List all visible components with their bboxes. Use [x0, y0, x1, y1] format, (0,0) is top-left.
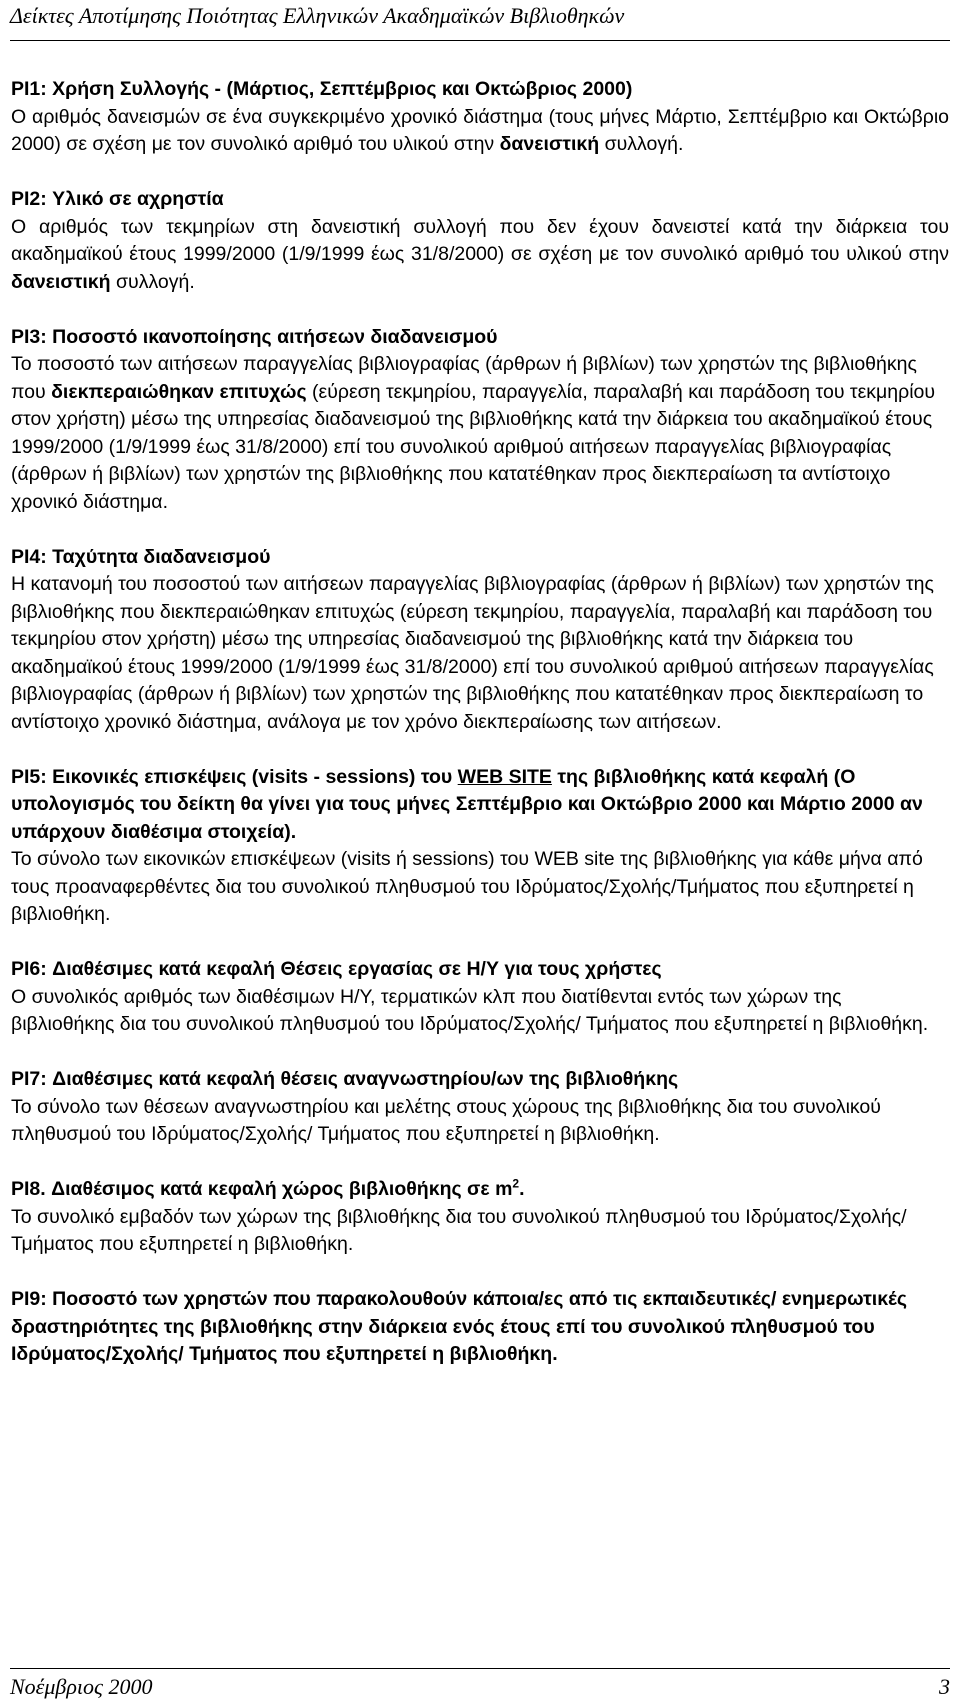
body-text-start: Ο αριθμός των τεκμηρίων στη δανειστική συλλογή που δεν έχουν δανειστεί κατά την διάρκεια του ακαδημαϊκού έτους 1999/2000 (1/9/1999 έως 31/8/2000) σε σχέση με τον συνολικό αριθμό του υλικού στην	[11, 215, 949, 265]
section-body: Το σύνολο των θέσεων αναγνωστηρίου και μελέτης στους χώρους της βιβλιοθήκης δια του συνολικού πληθυσμού του Ιδρύματος/Σχολής/ Τμήματος που εξυπηρετεί η βιβλιοθήκη.	[11, 1095, 881, 1145]
section-title: PI9: Ποσοστό των χρηστών που παρακολουθούν κάποια/ες από τις εκπαιδευτικές/ ενημερωτικές δραστηριότητες της βιβλιοθήκης στην διάρκεια ενός έτους επί του συνολικού πληθυσμού του Ιδρύματος/Σχολής/ Τμήματος που εξυπηρετεί η βιβλιοθήκη.	[11, 1288, 908, 1365]
header-rule	[10, 40, 950, 41]
title-text-start: PI5: Εικονικές επισκέψεις (visits - sessions) του	[11, 765, 458, 788]
section-pi9	[11, 1286, 949, 1369]
section-title	[11, 1176, 949, 1204]
section-body: Ο συνολικός αριθμός των διαθέσιμων Η/Υ, τερματικών κλπ που διατίθενται εντός των χώρων της βιβλιοθήκης δια του συνολικού πληθυσμού του Ιδρύματος/Σχολής/ Τμήματος που εξυπηρετεί η βιβλιοθήκη.	[11, 985, 929, 1035]
section-title: PI6: Διαθέσιμες κατά κεφαλή Θέσεις εργασίας σε Η/Υ για τους χρήστες	[11, 958, 662, 980]
section-title: PI4: Ταχύτητα διαδανεισμού	[11, 545, 271, 568]
section-pi6	[11, 956, 949, 1039]
body-text-end: συλλογή.	[599, 133, 684, 155]
page-number: 3	[939, 1674, 950, 1699]
section-body	[11, 351, 949, 516]
section-pi1	[11, 76, 949, 159]
section-pi8	[11, 1176, 949, 1259]
footer-rule	[10, 1668, 950, 1669]
body-text-start: Το ποσοστό των αιτήσεων παραγγελίας βιβλιογραφίας (άρθρων ή βιβλίων) των χρηστών της βιβλιοθήκης που	[11, 353, 917, 403]
section-body: Η κατανομή του ποσοστού των αιτήσεων παραγγελίας βιβλιογραφίας (άρθρων ή βιβλίων) των χρηστών της βιβλιοθήκης που διεκπεραιώθηκαν επιτυχώς (εύρεση τεκμηρίου, παραγγελία, παραλαβή και παράδοση του τεκμηρίου στον χρήστη) μέσω της υπηρεσίας διαδανεισμού της βιβλιοθήκης κατά την διάρκεια του ακαδημαϊκού έτους 1999/2000 (1/9/1999 έως 31/8/2000) επί του συνολικού αριθμού αιτήσεων παραγγελίας βιβλιογραφίας (άρθρων ή βιβλίων) των χρηστών της βιβλιοθήκης που κατατέθηκαν προς διεκπεραίωση το αντίστοιχο χρονικό διάστημα, ανάλογα με τον χρόνο διεκπεραίωσης των αιτήσεων.	[11, 573, 934, 733]
section-body	[11, 214, 949, 297]
body-emphasis: δανειστική	[499, 133, 600, 155]
section-title: PI3: Ποσοστό ικανοποίησης αιτήσεων διαδανεισμού	[11, 325, 498, 348]
section-pi3	[11, 324, 949, 517]
section-pi4	[11, 544, 949, 737]
section-title	[11, 764, 949, 847]
footer-date: Νοέμβριος 2000	[10, 1674, 153, 1699]
section-title: PI1: Χρήση Συλλογής - (Μάρτιος, Σεπτέμβριος και Οκτώβριος 2000)	[11, 78, 633, 100]
document-body	[11, 76, 949, 1396]
body-text-end: (εύρεση τεκμηρίου, παραγγελία, παραλαβή και παράδοση του τεκμηρίου στον χρήστη) μέσω της υπηρεσίας διαδανεισμού της βιβλιοθήκης κατά την διάρκεια του ακαδημαϊκού έτους 1999/2000 (1/9/1999 έως 31/8/2000) επί του συνολικού αριθμού αιτήσεων παραγγελίας βιβλιογραφίας (άρθρων ή βιβλίων) των χρηστών της βιβλιοθήκης που κατατέθηκαν προς διεκπεραίωση τα αντίστοιχο χρονικό διάστημα.	[11, 380, 936, 513]
body-emphasis: δανειστική	[11, 270, 111, 293]
section-body: Το σύνολο των εικονικών επισκέψεων (visits ή sessions) του WEB site της βιβλιοθήκης για κάθε μήνα από τους προαναφερθέντες δια του συνολικού πληθυσμού του Ιδρύματος/Σχολής/Τμήματος που εξυπηρετεί η βιβλιοθήκη.	[11, 848, 923, 925]
section-pi7	[11, 1066, 949, 1149]
running-header: Δείκτες Αποτίμησης Ποιότητας Ελληνικών Ακαδημαϊκών Βιβλιοθηκών	[10, 3, 625, 28]
title-end: .	[519, 1178, 525, 1200]
section-title: PI7: Διαθέσιμες κατά κεφαλή θέσεις αναγνωστηρίου/ων της βιβλιοθήκης	[11, 1068, 679, 1090]
section-body: Το συνολικό εμβαδόν των χώρων της βιβλιοθήκης δια του συνολικού πληθυσμού του Ιδρύματος/Σχολής/ Τμήματος που εξυπηρετεί η βιβλιοθήκη.	[11, 1205, 907, 1255]
title-text: PI8. Διαθέσιμος κατά κεφαλή χώρος βιβλιοθήκης σε m	[11, 1178, 513, 1200]
superscript: 2	[512, 1176, 520, 1191]
body-emphasis: διεκπεραιώθηκαν επιτυχώς	[51, 380, 307, 403]
section-body	[11, 104, 949, 159]
web-site-link[interactable]: WEB SITE	[457, 765, 552, 788]
section-title: PI2: Υλικό σε αχρηστία	[11, 188, 224, 210]
body-text-end: συλλογή.	[110, 270, 195, 293]
body-text-start: Ο αριθμός δανεισμών σε ένα συγκεκριμένο χρονικό διάστημα (τους μήνες Μάρτιο, Σεπτέμβριο και Οκτώβριο 2000) σε σχέση με τον συνολικό αριθμό του υλικού στην	[11, 105, 949, 155]
title-text-end: της βιβλιοθήκης κατά κεφαλή (Ο υπολογισμός του δείκτη θα γίνει για τους μήνες Σεπτέμβριο και Οκτώβριο 2000 και Μάρτιο 2000 αν υπάρχουν διαθέσιμα στοιχεία).	[11, 765, 923, 843]
section-pi2	[11, 186, 949, 296]
section-pi5	[11, 764, 949, 929]
